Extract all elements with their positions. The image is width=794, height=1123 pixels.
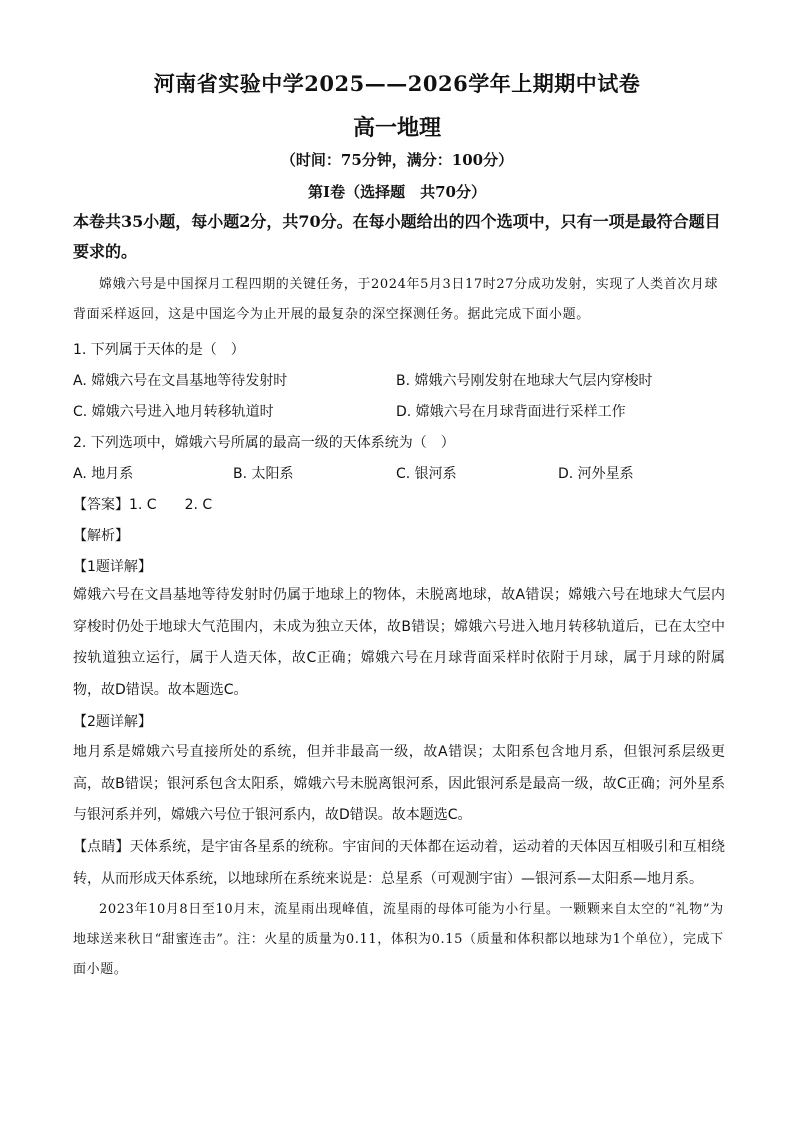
section-title: 第Ⅰ卷（选择题 共70分）: [308, 183, 486, 201]
question-1-option-b: B. 嫦娥六号刚发射在地球大气层内穿梭时: [396, 373, 653, 389]
question-1-option-d: D. 嫦娥六号在月球背面进行采样工作: [396, 404, 626, 420]
instructions: 本卷共35小题，每小题2分，共70分。在每小题给出的四个选项中，只有一项是最符合题目要求的。: [73, 212, 721, 261]
exam-title: 河南省实验中学2025——2026学年上期期中试卷: [153, 71, 641, 96]
answer-line: 【答案】1. C 2. C: [73, 497, 213, 513]
detail-1-text: 嫦娥六号在文昌基地等待发射时仍属于地球上的物体，未脱离地球，故A错误；嫦娥六号在地球大气层内穿梭时仍处于地球大气范围内，未成为独立天体，故B错误；嫦娥六号进入地月转移轨道后，已在太空中按轨道独立运行，属于人造天体，故C正确；嫦娥六号在月球背面采样时依附于月球，属于月球的附属物，故D错误。故本题选C。: [73, 587, 725, 698]
tip-label: 【点睛】: [73, 839, 130, 855]
passage-2: 2023年10月8日至10月末，流星雨出现峰值，流星雨的母体可能为小行星。一颗颗来自太空的“礼物”为地球送来秋日“甜蜜连击”。注：火星的质量为0.11，体积为0.15（质量和体积都以地球为1个单位），完成下面小题。: [73, 902, 724, 977]
detail-2-text: 地月系是嫦娥六号直接所处的系统，但并非最高一级，故A错误；太阳系包含地月系，但银河系层级更高，故B错误；银河系包含太阳系，嫦娥六号未脱离银河系，因此银河系是最高一级，故C正确；河外星系与银河系并列，嫦娥六号位于银河系内，故D错误。故本题选C。: [73, 744, 725, 823]
tip-text: 天体系统，是宇宙各星系的统称。宇宙间的天体都在运动着，运动着的天体因互相吸引和互相绕转，从而形成天体系统，以地球所在系统来说是：总星系（可观测宇宙）—银河系—太阳系—地月系。: [73, 839, 726, 887]
question-2-option-a: A. 地月系: [73, 466, 134, 482]
detail-1-label: 【1题详解】: [73, 559, 152, 575]
passage-1: 嫦娥六号是中国探月工程四期的关键任务，于2024年5月3日17时27分成功发射，实现了人类首次月球背面采样返回，这是中国迄今为止开展的最复杂的深空探测任务。据此完成下面小题。: [73, 277, 719, 322]
question-1-stem: 1. 下列属于天体的是（ ）: [73, 342, 245, 358]
subject-title: 高一地理: [352, 115, 441, 141]
question-2-option-b: B. 太阳系: [233, 466, 294, 482]
analysis-label: 【解析】: [73, 528, 129, 544]
question-2-option-c: C. 银河系: [396, 466, 457, 482]
detail-2-label: 【2题详解】: [73, 714, 152, 730]
question-2-stem: 2. 下列选项中，嫦娥六号所属的最高一级的天体系统为（ ）: [73, 435, 455, 451]
time-info: （时间：75分钟，满分：100分）: [280, 151, 514, 169]
tip-paragraph: [73, 832, 725, 895]
question-2-option-d: D. 河外星系: [558, 466, 634, 482]
question-1-option-c: C. 嫦娥六号进入地月转移轨道时: [73, 404, 274, 420]
question-1-option-a: A. 嫦娥六号在文昌基地等待发射时: [73, 373, 288, 389]
